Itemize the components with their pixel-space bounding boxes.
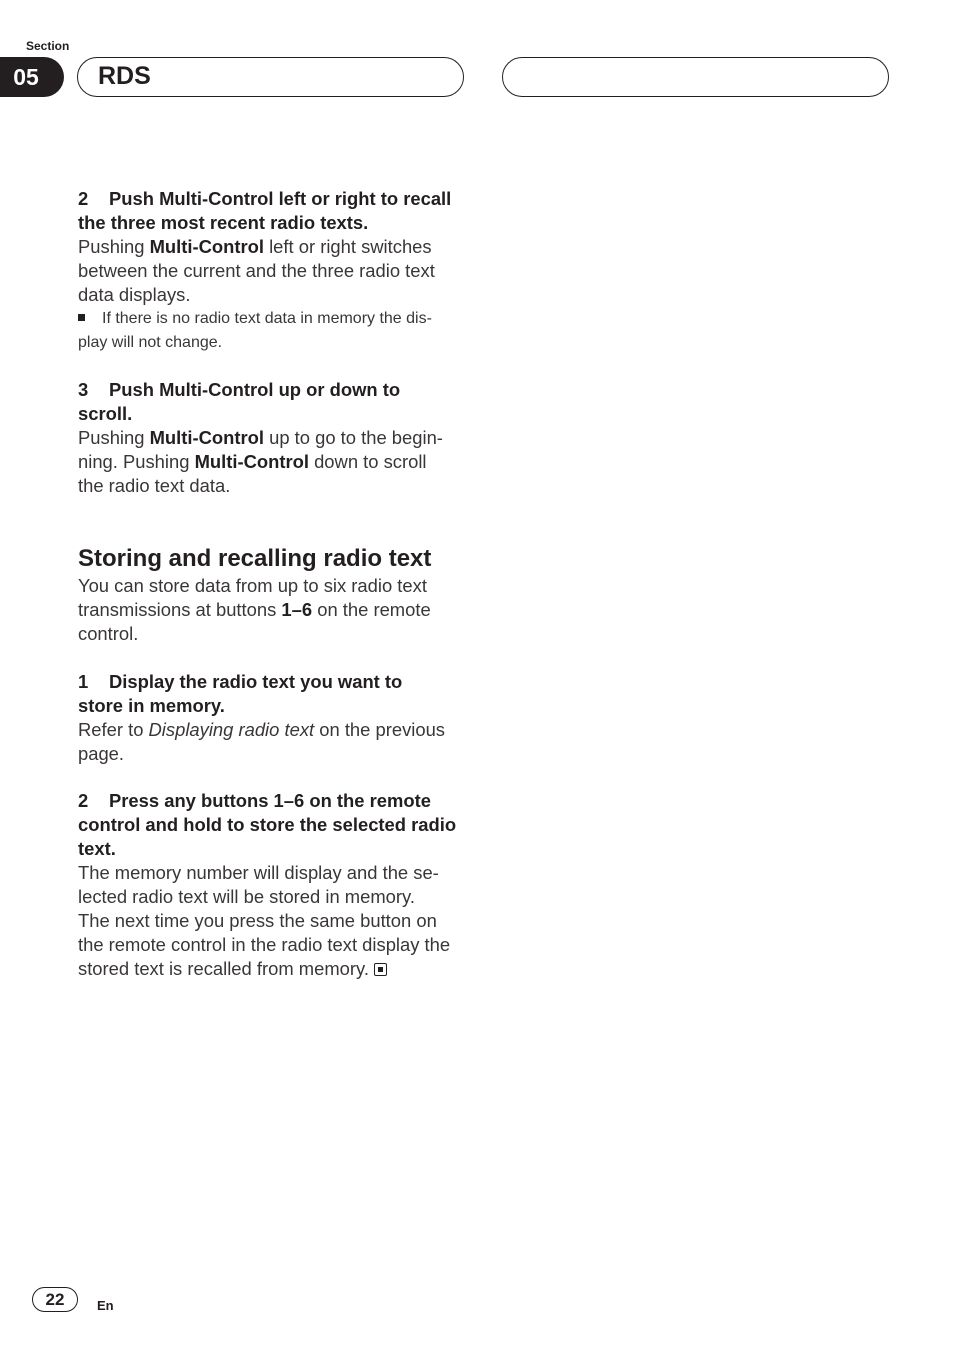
body-text: page. — [78, 743, 125, 764]
step-number: 1 — [78, 671, 89, 692]
step-1-display — [78, 670, 466, 766]
step-heading — [78, 789, 466, 861]
body-bold: Multi-Control — [149, 427, 264, 448]
step-body — [78, 235, 466, 307]
language-label: En — [97, 1298, 114, 1313]
body-text: lected radio text will be stored in memory. — [78, 886, 415, 907]
step-number: 3 — [78, 379, 89, 400]
step-number: 2 — [78, 790, 89, 811]
step-title-line: Press any buttons 1–6 on the remote — [109, 790, 431, 811]
page-number: 22 — [32, 1287, 78, 1312]
body-text: on the remote — [312, 599, 431, 620]
body-text: between the current and the three radio text — [78, 260, 435, 281]
note-text: play will not change. — [78, 334, 223, 351]
body-bold: Multi-Control — [194, 451, 309, 472]
body-bold: Multi-Control — [149, 236, 264, 257]
section-heading: Storing and recalling radio text — [78, 545, 432, 572]
body-text: control. — [78, 623, 139, 644]
step-body — [78, 718, 466, 766]
body-text: ning. Pushing — [78, 451, 195, 472]
step-note — [78, 307, 466, 355]
step-title-line: Push Multi-Control up or down to — [109, 379, 401, 400]
step-number: 2 — [78, 188, 89, 209]
body-text: Refer to — [78, 719, 149, 740]
body-text: The next time you press the same button on — [78, 910, 437, 931]
body-text: left or right switches — [263, 236, 432, 257]
header-empty-pill — [502, 57, 889, 97]
step-heading — [78, 670, 466, 718]
section-intro — [78, 574, 466, 646]
body-text: up to go to the begin- — [263, 427, 443, 448]
end-of-section-icon — [374, 963, 387, 976]
section-label: Section — [26, 39, 70, 53]
step-title-line: store in memory. — [78, 695, 225, 716]
main-column — [78, 187, 466, 981]
body-text: stored text is recalled from memory. — [78, 958, 369, 979]
chapter-title: RDS — [98, 62, 151, 90]
square-bullet-icon — [78, 314, 85, 321]
step-title-line: scroll. — [78, 403, 133, 424]
step-body — [78, 861, 466, 981]
step-title-line: Push Multi-Control left or right to recall — [109, 188, 452, 209]
body-text: data displays. — [78, 284, 191, 305]
body-text: The memory number will display and the se- — [78, 862, 439, 883]
body-text: down to scroll — [308, 451, 427, 472]
step-3-scroll — [78, 378, 466, 498]
body-text: Pushing — [78, 427, 150, 448]
body-text: the remote control in the radio text display the — [78, 934, 451, 955]
body-text: Pushing — [78, 236, 150, 257]
body-text: the radio text data. — [78, 475, 231, 496]
step-title-line: the three most recent radio texts. — [78, 212, 369, 233]
step-heading — [78, 378, 466, 426]
body-italic: Displaying radio text — [148, 719, 315, 740]
step-heading — [78, 187, 466, 235]
step-title-line: text. — [78, 838, 116, 859]
step-2-recall — [78, 187, 466, 355]
step-body — [78, 426, 466, 498]
step-title-line: control and hold to store the selected radio — [78, 814, 457, 835]
body-bold: 1–6 — [281, 599, 313, 620]
step-title-line: Display the radio text you want to — [109, 671, 403, 692]
body-text: transmissions at buttons — [78, 599, 282, 620]
section-number-tab: 05 — [0, 57, 64, 97]
note-text: If there is no radio text data in memory the dis- — [102, 310, 432, 327]
chapter-title-pill — [77, 57, 464, 97]
step-2-store — [78, 789, 466, 981]
body-text: on the previous — [314, 719, 446, 740]
body-text: You can store data from up to six radio text — [78, 575, 427, 596]
